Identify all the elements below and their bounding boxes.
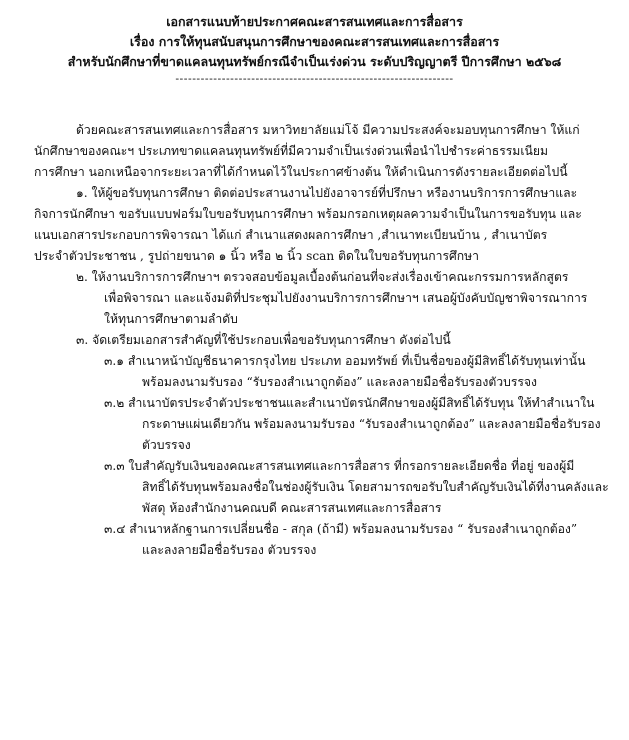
item-3-4-line-2: และลงลายมือชื่อรับรอง ตัวบรรจง — [142, 543, 317, 557]
intro-line-2: นักศึกษาของคณะฯ ประเภทขาดแคลนทุนทรัพย์ที่มีความจำเป็นเร่งด่วนเพื่อนำไปชำระค่าธรรมเนียม — [34, 144, 549, 158]
item-3-1-line-1: ๓.๑ สำเนาหน้าบัญชีธนาคารกรุงไทย ประเภท ออมทรัพย์ ที่เป็นชื่อของผู้มีสิทธิ์ได้รับทุนเท่านั้น — [104, 354, 586, 368]
intro-line-3: การศึกษา นอกเหนือจากระยะเวลาที่ได้กำหนดไว้ในประกาศข้างต้น ให้ดำเนินการดังรายละเอียดต่อไปนี้ — [34, 165, 568, 179]
item-3-2-line-3: ตัวบรรจง — [142, 438, 191, 452]
item-3-1-line-2: พร้อมลงนามรับรอง “รับรองสำเนาถูกต้อง” และลงลายมือชื่อรับรองตัวบรรจง — [142, 375, 537, 389]
document-body — [34, 120, 609, 561]
item-3-3-line-2: สิทธิ์ได้รับทุนพร้อมลงชื่อในช่องผู้รับเงิน โดยสามารถขอรับใบสำคัญรับเงินได้ที่งานคลังและ — [142, 480, 609, 494]
header-title-line-1: เอกสารแนบท้ายประกาศคณะสารสนเทศและการสื่อสาร — [166, 14, 463, 29]
item-3-2 — [34, 393, 606, 456]
item-1-line-4: ประจำตัวประชาชน , รูปถ่ายขนาด ๑ นิ้ว หรือ ๒ นิ้ว scan ติดในใบขอรับทุนการศึกษา — [34, 249, 479, 263]
item-3-line-1: ๓. จัดเตรียมเอกสารสำคัญที่ใช้ประกอบเพื่อขอรับทุนการศึกษา ดังต่อไปนี้ — [76, 333, 451, 347]
document-header — [0, 12, 629, 86]
header-title-line-2: เรื่อง การให้ทุนสนับสนุนการศึกษาของคณะสารสนเทศและการสื่อสาร — [129, 34, 500, 49]
header-title-line-3: สำหรับนักศึกษาที่ขาดแคลนทุนทรัพย์กรณีจำเป็นเร่งด่วน ระดับปริญญาตรี ปีการศึกษา ๒๕๖๘ — [67, 54, 562, 69]
item-1-line-1: ๑. ให้ผู้ขอรับทุนการศึกษา ติดต่อประสานงานไปยังอาจารย์ที่ปรึกษา หรืองานบริการการศึกษาและ — [76, 186, 578, 200]
header-divider: ------------------------------------------------------------------ — [175, 72, 454, 85]
item-3 — [34, 330, 609, 561]
item-2 — [34, 267, 606, 330]
item-1-line-2: กิจการนักศึกษา ขอรับแบบฟอร์มใบขอรับทุนการศึกษา พร้อมกรอกเหตุผลความจำเป็นในการขอรับทุน และ — [34, 207, 582, 221]
item-3-3-line-3: พัสดุ ห้องสำนักงานคณบดี คณะสารสนเทศและการสื่อสาร — [142, 501, 442, 515]
intro-line-1: ด้วยคณะสารสนเทศและการสื่อสาร มหาวิทยาลัยแม่โจ้ มีความประสงค์จะมอบทุนการศึกษา ให้แก่ — [76, 123, 580, 137]
item-2-line-1: ๒. ให้งานบริการการศึกษาฯ ตรวจสอบข้อมูลเบื้องต้นก่อนที่จะส่งเรื่องเข้าคณะกรรมการหลักสูตร — [76, 270, 569, 284]
item-1 — [34, 183, 606, 267]
item-2-line-2: เพื่อพิจารณา และแจ้งมติที่ประชุมไปยังงานบริการการศึกษาฯ เสนอผู้บังคับบัญชาพิจารณาการ — [104, 291, 588, 305]
intro-paragraph — [34, 120, 606, 183]
item-3-2-line-2: กระดาษแผ่นเดียวกัน พร้อมลงนามรับรอง “รับรองสำเนาถูกต้อง” และลงลายมือชื่อรับรอง — [142, 417, 601, 431]
item-3-3-line-1: ๓.๓ ใบสำคัญรับเงินของคณะสารสนเทศและการสื่อสาร ที่กรอกรายละเอียดชื่อ ที่อยู่ ของผู้มี — [104, 459, 575, 473]
item-3-3 — [34, 456, 609, 519]
item-3-1 — [34, 351, 606, 393]
item-3-4 — [34, 519, 606, 561]
item-1-line-3: แนบเอกสารประกอบการพิจารณา ได้แก่ สำเนาแสดงผลการศึกษา ,สำเนาทะเบียนบ้าน , สำเนาบัตร — [34, 228, 548, 242]
item-3-4-line-1: ๓.๔ สำเนาหลักฐานการเปลี่ยนชื่อ - สกุล (ถ้ามี) พร้อมลงนามรับรอง “ รับรองสำเนาถูกต้อง” — [104, 522, 578, 536]
item-2-line-3: ให้ทุนการศึกษาตามลำดับ — [104, 312, 238, 326]
item-3-2-line-1: ๓.๒ สำเนาบัตรประจำตัวประชาชนและสำเนาบัตรนักศึกษาของผู้มีสิทธิ์ได้รับทุน ให้ทำสำเนาใน — [104, 396, 595, 410]
